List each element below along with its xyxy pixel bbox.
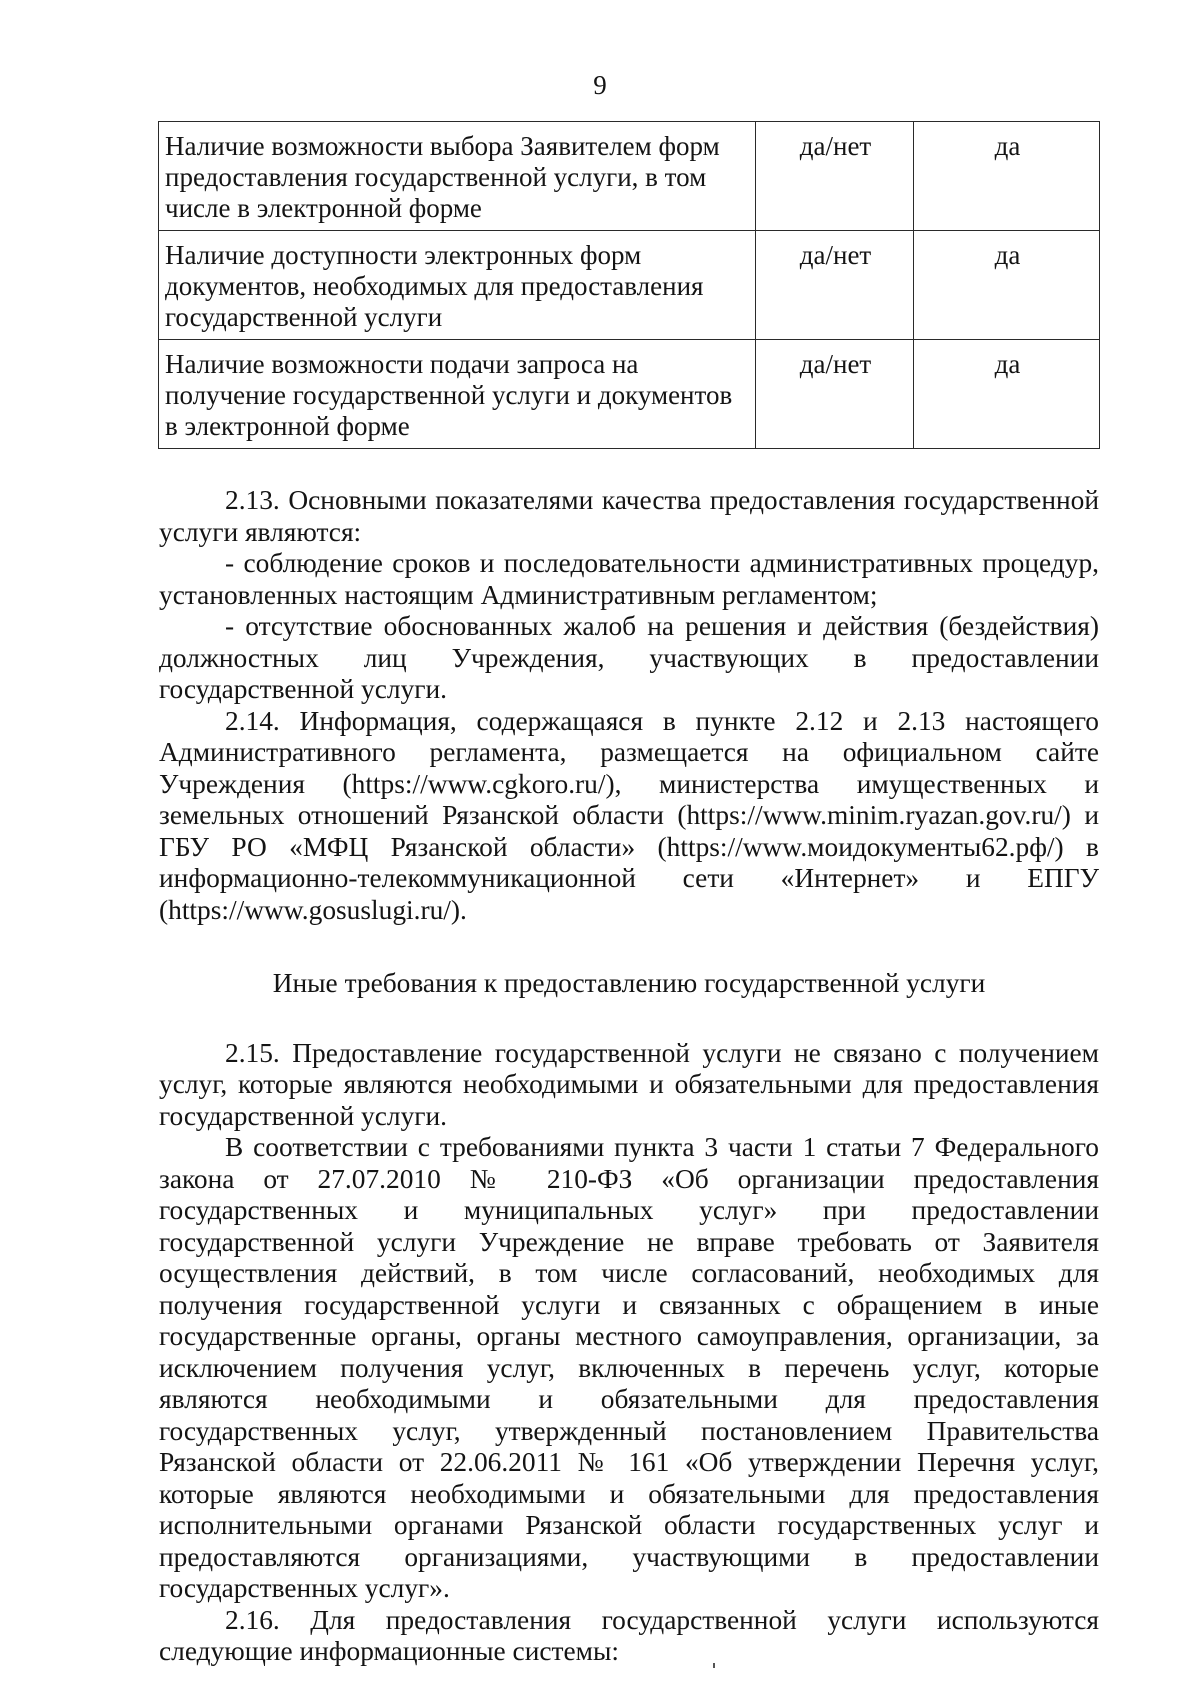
indicator-unit: да/нет <box>756 231 914 340</box>
table-row <box>159 340 1100 449</box>
indicator-value: да <box>914 340 1100 449</box>
page-number: 9 <box>593 70 607 100</box>
table-row <box>159 231 1100 340</box>
paragraph-2-13: 2.13. Основными показателями качества предоставления государственной услуги являются: <box>159 485 1099 547</box>
table-row <box>159 122 1100 231</box>
indicator-name: Наличие возможности выбора Заявителем форм предоставления государственной услуги, в том числе в электронной форме <box>159 122 756 231</box>
paragraph-2-15-law: В соответствии с требованиями пункта 3 части 1 статьи 7 Федерального закона от 27.07.2010 № 210-ФЗ «Об организации предоставления государственных и муниципальных услуг» при предоставлении государственной услуги Учреждение не вправе требовать от Заявителя осуществления действий, в том числе согласований, необходимых для получения государственной услуги и связанных с обращением в иные государственные органы, органы местного самоуправления, организации, за исключением получения услуг, включенных в перечень услуг, которые являются необходимыми и обязательными для предоставления государственных услуг, утвержденный постановлением Правительства Рязанской области от 22.06.2011 № 161 «Об утверждении Перечня услуг, которые являются необходимыми и обязательными для предоставления исполнительными органами Рязанской области государственных услуг и предоставляются организациями, участвующими в предоставлении государственных услуг». <box>159 1132 1099 1603</box>
paragraph-2-15: 2.15. Предоставление государственной услуги не связано с получением услуг, которые являются необходимыми и обязательными для предоставления государственной услуги. <box>159 1037 1099 1131</box>
paragraph-2-13-item-2: - отсутствие обоснованных жалоб на решения и действия (бездействия) должностных лиц Учреждения, участвующих в предоставлении государственной услуги. <box>159 611 1099 704</box>
indicator-name: Наличие возможности подачи запроса на получение государственной услуги и документов в электронной форме <box>159 340 756 449</box>
scan-mark <box>713 1663 715 1668</box>
paragraph-2-13-item-1: - соблюдение сроков и последовательности административных процедур, установленных настоящим Административным регламентом; <box>159 548 1099 610</box>
paragraph-2-16: 2.16. Для предоставления государственной услуги используются следующие информационные системы: <box>159 1604 1099 1666</box>
indicator-name: Наличие доступности электронных форм документов, необходимых для предоставления государственной услуги <box>159 231 756 340</box>
section-heading: Иные требования к предоставлению государственной услуги <box>272 968 986 998</box>
document-body <box>159 485 1099 1668</box>
paragraph-2-14: 2.14. Информация, содержащаяся в пункте 2.12 и 2.13 настоящего Административного регламента, размещается на официальном сайте Учреждения (https://www.cgkoro.ru/), министерства имущественных и земельных отношений Рязанской области (https://www.minim.ryazan.gov.ru/) и ГБУ РО «МФЦ Рязанской области» (https://www.моидокументы62.рф/) в информационно-телекоммуникационной сети «Интернет» и ЕПГУ (https://www.gosuslugi.ru/). <box>159 705 1099 925</box>
quality-indicators-table <box>158 121 1100 449</box>
indicator-unit: да/нет <box>756 340 914 449</box>
indicator-value: да <box>914 231 1100 340</box>
indicator-value: да <box>914 122 1100 231</box>
indicator-unit: да/нет <box>756 122 914 231</box>
